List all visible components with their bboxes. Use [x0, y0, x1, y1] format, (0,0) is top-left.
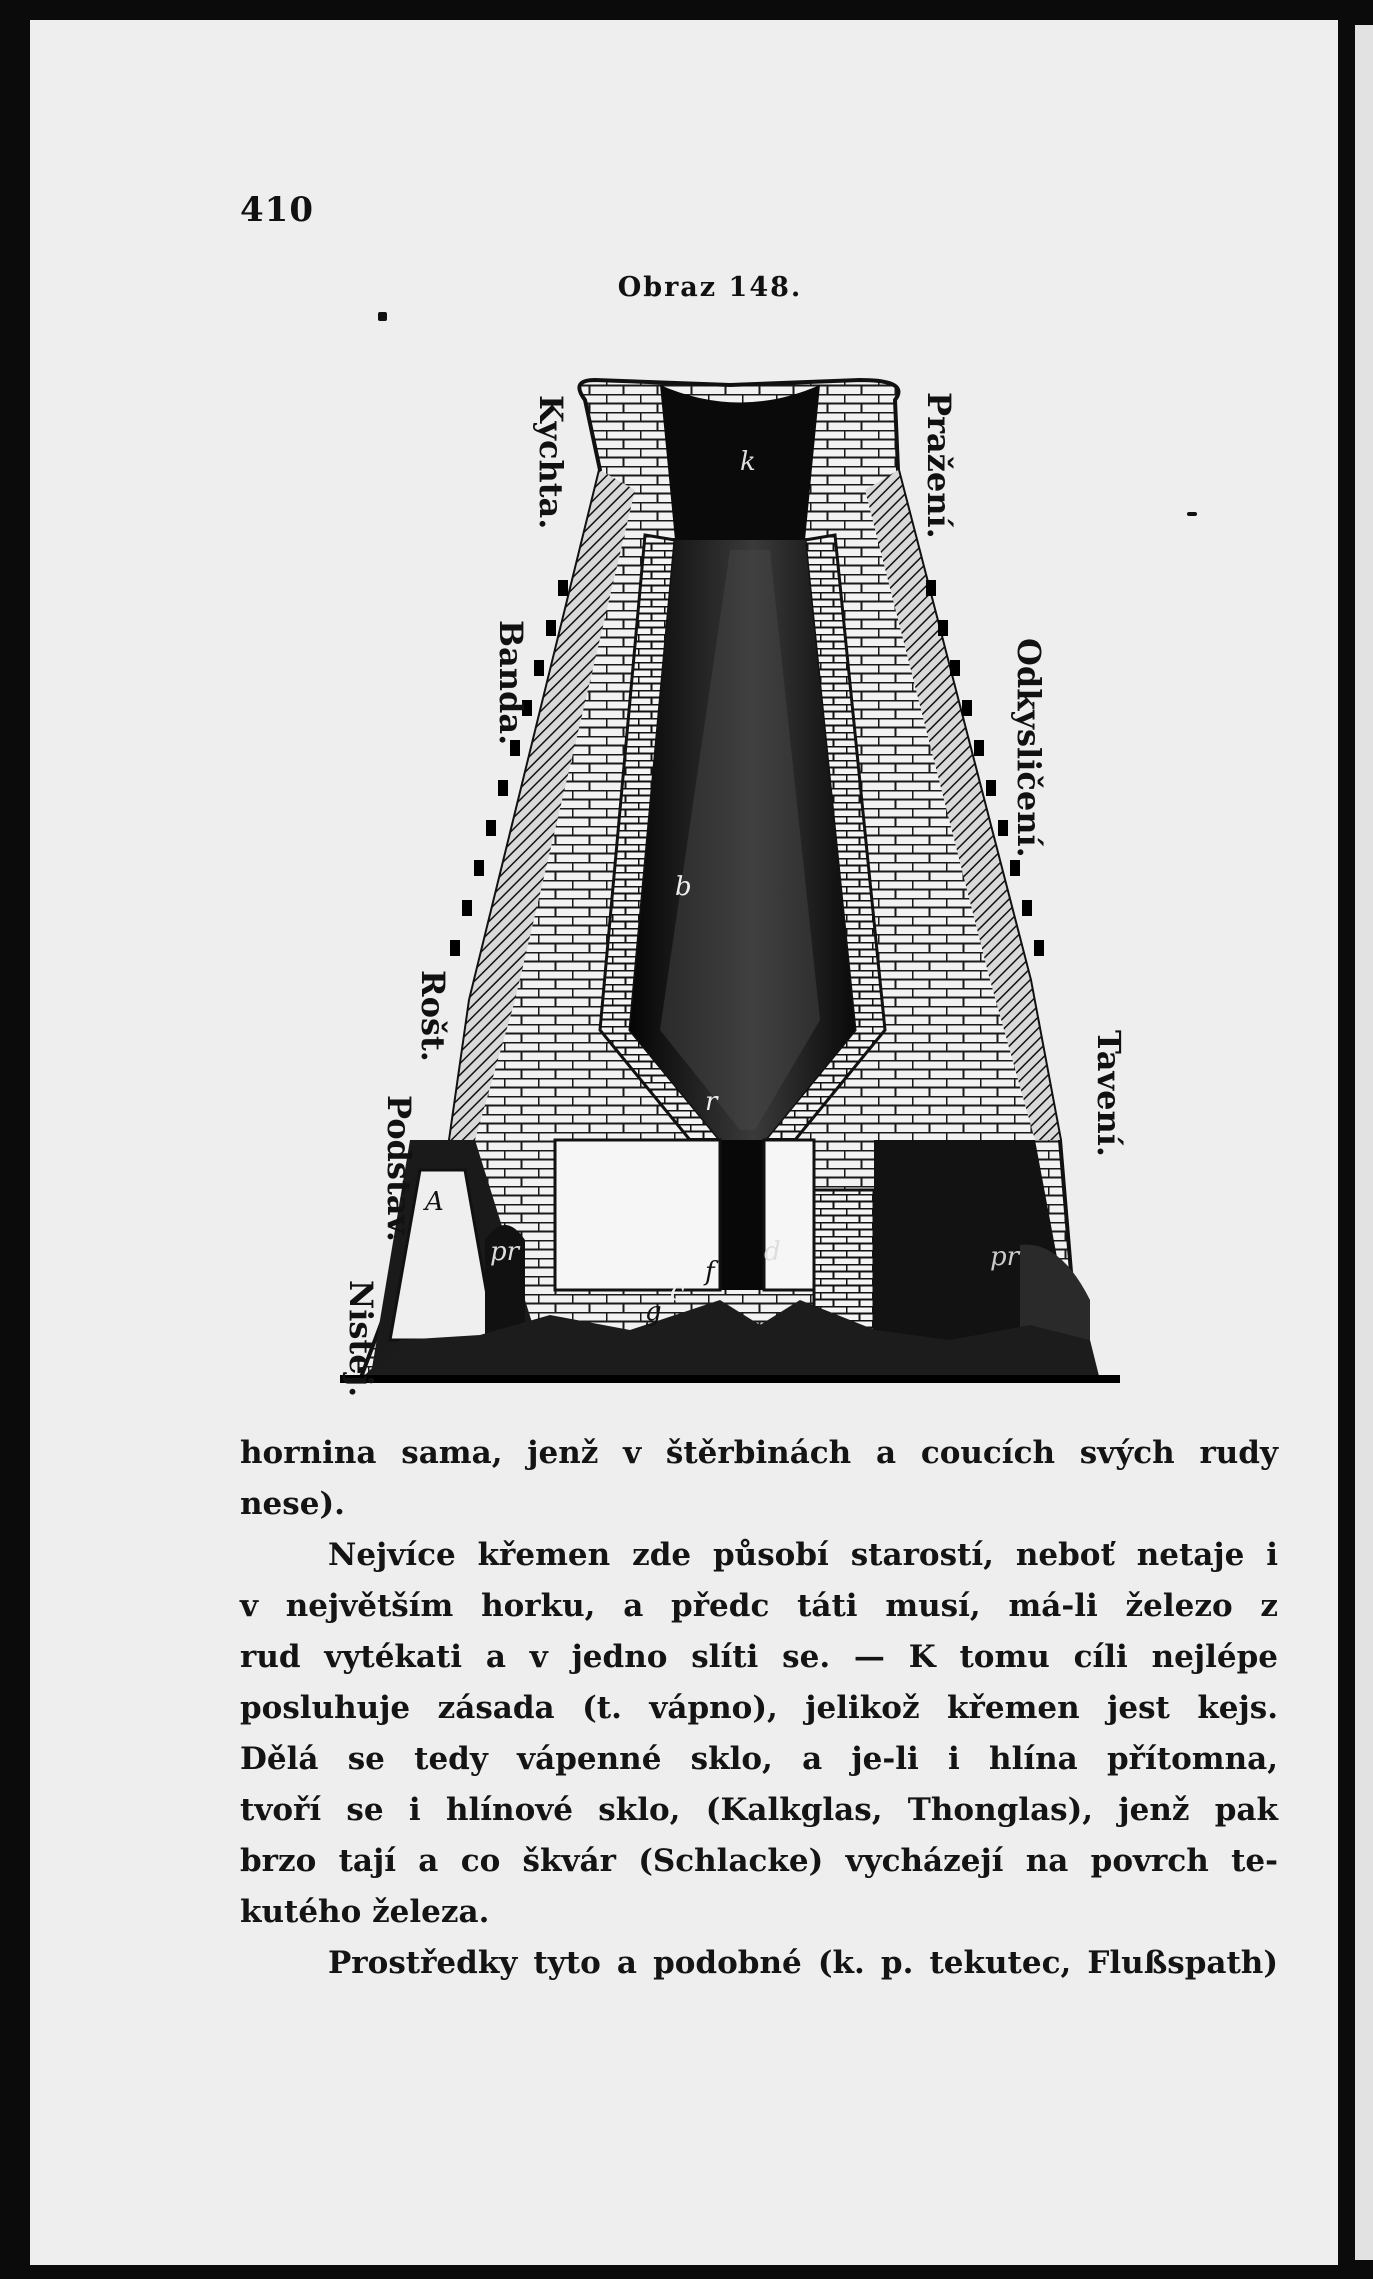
letter-f: f: [705, 1257, 715, 1287]
letter-g: g: [645, 1297, 662, 1327]
label-rost: Rošt.: [414, 970, 452, 1062]
figure-caption: Obraz 148.: [617, 272, 803, 303]
text-line: rud vytékati a v jedno slíti se. — K tomu cíli nejlépe: [240, 1639, 1278, 1675]
label-banda: Banda.: [492, 620, 530, 746]
text-line: brzo tají a co škvár (Schlacke) vycházejí na povrch te-: [240, 1843, 1278, 1879]
letter-A: A: [425, 1187, 444, 1217]
label-nistej: Nistej.: [342, 1280, 380, 1398]
text-line: Dělá se tedy vápenné sklo, a je-li i hlína přítomna,: [240, 1741, 1278, 1777]
label-podstav: Podstav.: [380, 1095, 418, 1242]
letter-pr-right: pr: [990, 1242, 1020, 1272]
label-prazeni: Pražení.: [920, 392, 958, 539]
text-line: hornina sama, jenž v štěrbinách a coucích svých rudy: [240, 1435, 1278, 1471]
label-kychta: Kychta.: [532, 395, 570, 530]
letter-d: d: [764, 1237, 781, 1267]
text-line: tvoří se i hlínové sklo, (Kalkglas, Thonglas), jenž pak: [240, 1792, 1278, 1828]
letter-r: r: [705, 1087, 718, 1117]
body-text: [240, 1428, 1278, 1989]
text-line: Prostředky tyto a podobné (k. p. tekutec, Flußspath): [328, 1945, 1278, 1981]
adjacent-page-edge: [1355, 25, 1373, 2260]
letter-c: c: [670, 1277, 685, 1307]
print-speck: [378, 312, 387, 321]
letter-k: k: [740, 447, 756, 477]
blast-furnace-illustration: [300, 340, 1180, 1400]
page-number: 410: [240, 190, 314, 230]
text-line: nese).: [240, 1486, 345, 1522]
text-line: posluhuje zásada (t. vápno), jelikož křemen jest kejs.: [240, 1690, 1278, 1726]
text-line: v největším horku, a předc táti musí, má-li železo z: [240, 1588, 1278, 1624]
label-odkysliceni: Odkysličení.: [1010, 638, 1048, 858]
letter-pr-left: pr: [490, 1237, 520, 1267]
text-line: kutého železa.: [240, 1894, 490, 1930]
label-taveni: Tavení.: [1090, 1030, 1128, 1157]
print-speck: [1187, 512, 1197, 516]
text-line: Nejvíce křemen zde působí starostí, neboť netaje i: [328, 1537, 1278, 1573]
letter-b: b: [675, 872, 692, 902]
